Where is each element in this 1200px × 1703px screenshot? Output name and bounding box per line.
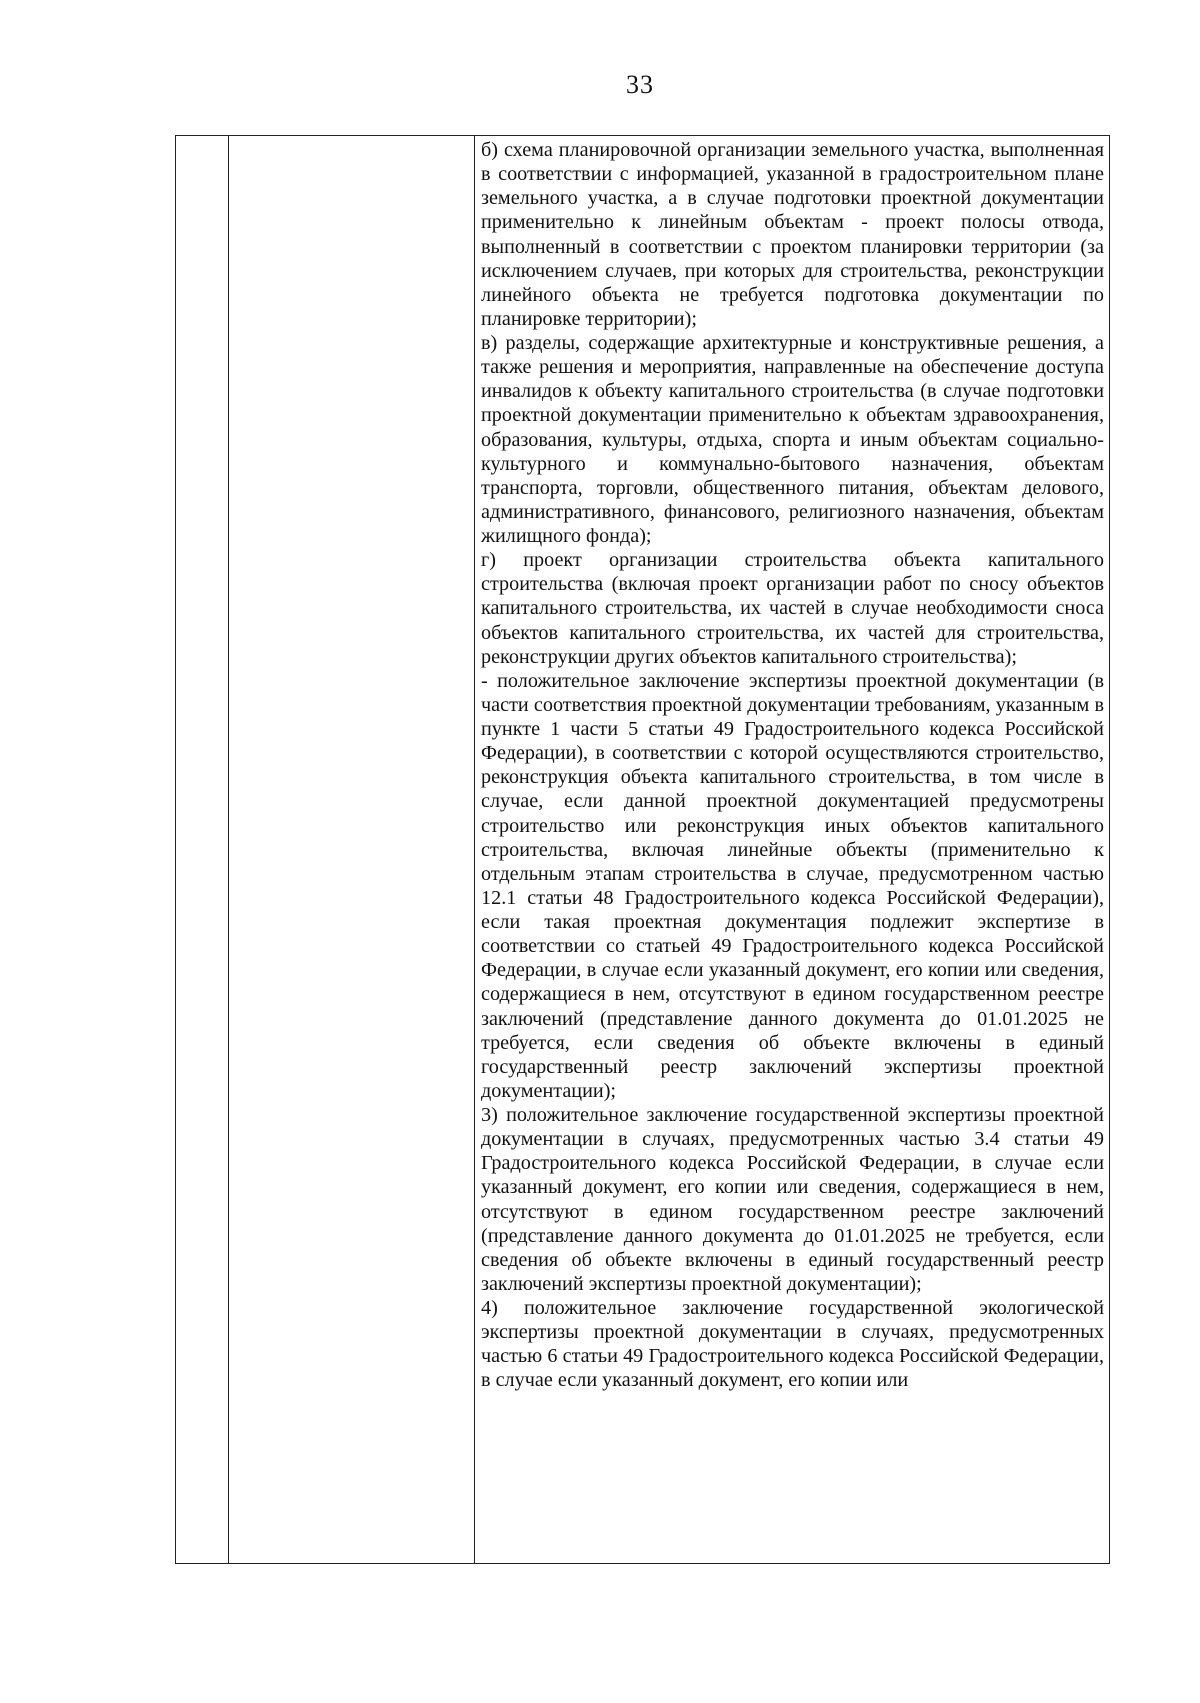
- page-number: 33: [626, 70, 654, 99]
- table-cell-documents: [475, 136, 1109, 1563]
- paragraph-b-site-plan: б) схема планировочной организации земельного участка, выполненная в соответствии с информацией, указанной в градостроительном плане земельного участка, а в случае подготовки проектной документации применительно к линейным объектам - проект полосы отвода, выполненный в соответствии с проектом планировки территории (за исключением случаев, при которых для строительства, реконструкции линейного объекта не требуется подготовка документации по планировке территории);: [481, 139, 1104, 330]
- paragraph-4-ecological-expertise: 4) положительное заключение государственной экологической экспертизы проектной документации в случаях, предусмотренных частью 6 статьи 49 Градостроительного кодекса Российской Федерации, в случае если указанный документ, его копии или: [481, 1297, 1104, 1392]
- document-table: [175, 135, 1110, 1564]
- paragraph-expertise-conclusion: - положительное заключение экспертизы проектной документации (в части соответствия проектной документации требованиям, указанным в пункте 1 части 5 статьи 49 Градостроительного кодекса Российской Федерации), в соответствии с которой осуществляются строительство, реконструкция объекта капитального строительства, в том числе в случае, если данной проектной документацией предусмотрены строительство или реконструкция иных объектов капитального строительства, включая линейные объекты (применительно к отдельным этапам строительства в случае, предусмотренном частью 12.1 статьи 48 Градостроительного кодекса Российской Федерации), если такая проектная документация подлежит экспертизе в соответствии со статьей 49 Градостроительного кодекса Российской Федерации, в случае если указанный документ, его копии или сведения, содержащиеся в нем, отсутствуют в едином государственном реестре заключений (представление данного документа до 01.01.2025 не требуется, если сведения об объекте включены в единый государственный реестр заключений экспертизы проектной документации);: [481, 669, 1104, 1102]
- paragraph-v-architectural-sections: в) разделы, содержащие архитектурные и конструктивные решения, а также решения и мероприятия, направленные на обеспечение доступа инвалидов к объекту капитального строительства (в случае подготовки проектной документации применительно к объектам здравоохранения, образования, культуры, отдыха, спорта и иным объектам социально-культурного и коммунально-бытового назначения, объектам транспорта, торговли, общественного питания, объектам делового, административного, финансового, религиозного назначения, объектам жилищного фонда);: [481, 332, 1104, 547]
- table-cell-number: [176, 136, 229, 1563]
- table-cell-name: [229, 136, 475, 1563]
- paragraph-3-state-expertise: 3) положительное заключение государственной экспертизы проектной документации в случаях, предусмотренных частью 3.4 статьи 49 Градостроительного кодекса Российской Федерации, в случае если указанный документ, его копии или сведения, содержащиеся в нем, отсутствуют в едином государственном реестре заключений (представление данного документа до 01.01.2025 не требуется, если сведения об объекте включены в единый государственный реестр заключений экспертизы проектной документации);: [481, 1104, 1104, 1295]
- paragraph-g-construction-project: г) проект организации строительства объекта капитального строительства (включая проект организации работ по сносу объектов капитального строительства, их частей в случае необходимости сноса объектов капитального строительства, их частей для строительства, реконструкции других объектов капитального строительства);: [481, 549, 1104, 668]
